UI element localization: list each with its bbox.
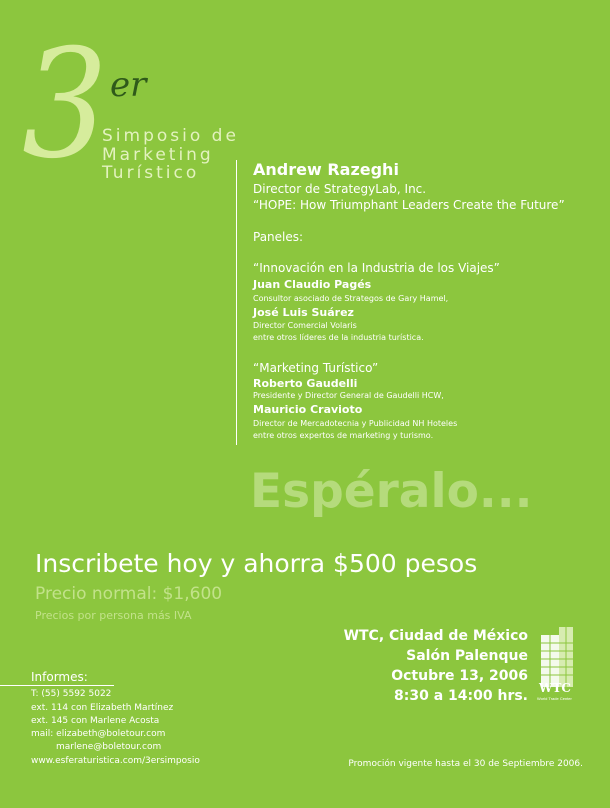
informes-phone: T: (55) 5592 5022: [31, 689, 112, 699]
esperalo-tagline: Espéralo...: [250, 464, 533, 519]
panel-2-person-2: Mauricio Cravioto: [253, 403, 363, 416]
informes-mail-2[interactable]: marlene@boletour.com: [56, 742, 162, 752]
price-note: Precios por persona más IVA: [35, 609, 192, 622]
wtc-logo: [537, 627, 577, 707]
panels-label: Paneles:: [253, 230, 304, 244]
divider-line: [236, 160, 237, 445]
speaker-title: Director de StrategyLab, Inc.: [253, 182, 427, 196]
panel-1-others: entre otros líderes de la industria turística.: [253, 333, 424, 342]
informes-underline: [0, 685, 114, 686]
wtc-logo-sub: World Trade Center: [537, 696, 572, 701]
informes-website-link[interactable]: www.esferaturistica.com/3ersimposio: [31, 756, 200, 766]
panel-2-role-1: Presidente y Director General de Gaudelli HCW,: [253, 391, 444, 400]
logo-line-3: Turístico: [102, 163, 200, 183]
panel-1-role-2: Director Comercial Volaris: [253, 321, 357, 330]
panel-1-title: “Innovación en la Industria de los Viajes”: [253, 261, 500, 275]
panel-2-others: entre otros expertos de marketing y turismo.: [253, 431, 434, 440]
wtc-logo-text: WTC: [539, 681, 571, 695]
speaker-talk: “HOPE: How Triumphant Leaders Create the Future”: [253, 198, 565, 212]
informes-ext-1: ext. 114 con Elizabeth Martínez: [31, 703, 174, 713]
panel-1-person-2: José Luis Suárez: [253, 306, 354, 319]
logo-numeral: 3: [22, 18, 108, 192]
informes-title: Informes:: [31, 670, 88, 684]
informes-ext-2: ext. 145 con Marlene Acosta: [31, 716, 160, 726]
normal-price: Precio normal: $1,600: [35, 584, 223, 604]
speaker-name: Andrew Razeghi: [253, 160, 399, 179]
promo-note: Promoción vigente hasta el 30 de Septiembre 2006.: [348, 759, 583, 769]
panel-1-person-1: Juan Claudio Pagés: [253, 278, 372, 291]
logo-line-1: Simposio de: [102, 126, 239, 146]
panel-2-role-2: Director de Mercadotecnia y Publicidad NH Hoteles: [253, 419, 458, 428]
informes-mail-1[interactable]: mail: elizabeth@boletour.com: [31, 729, 166, 739]
wtc-building-icon: [537, 627, 577, 707]
venue-room: Salón Palenque: [406, 648, 528, 664]
panel-1-role-1: Consultor asociado de Strategos de Gary Hamel,: [253, 294, 449, 303]
event-date: Octubre 13, 2006: [391, 668, 528, 684]
logo-suffix: er: [110, 65, 147, 105]
panel-2-title: “Marketing Turístico”: [253, 361, 379, 375]
venue-location: WTC, Ciudad de México: [343, 628, 528, 644]
offer-headline: Inscribete hoy y ahorra $500 pesos: [35, 549, 478, 578]
panel-2-person-1: Roberto Gaudelli: [253, 377, 358, 390]
logo-line-2: Marketing: [102, 145, 214, 165]
event-time: 8:30 a 14:00 hrs.: [394, 688, 528, 704]
